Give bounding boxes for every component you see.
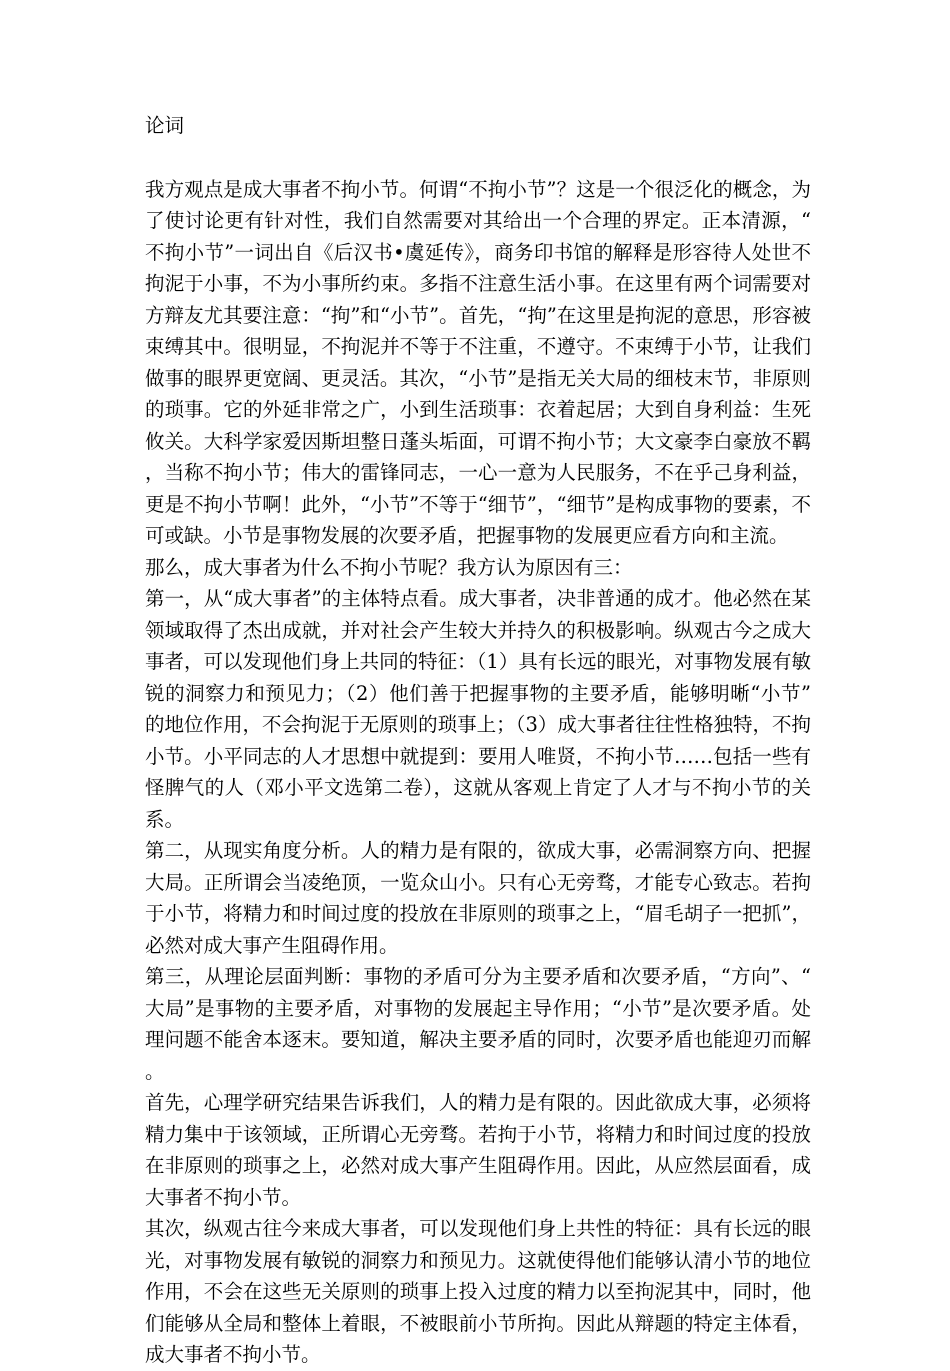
paragraph-reason-one: 第一，从“成大事者”的主体特点看。成大事者，决非普通的成才。他必然在某领域取得了杰出成就，并对社会产生较大并持久的积极影响。纵观古今之成大事者，可以发现他们身上共同的特征：（1）具有长远的眼光，对事物发展有敏锐的洞察力和预见力；（2）他们善于把握事物的主要矛盾，能够明晰“小节”的地位作用，不会拘泥于无原则的琐事上；（3）成大事者往往性格独特，不拘小节。小平同志的人才思想中就提到：要用人唯贤，不拘小节……包括一些有怪脾气的人（邓小平文选第二卷），这就从客观上肯定了人才与不拘小节的关系。 (145, 587, 811, 831)
document-title: 论词 (145, 114, 185, 137)
paragraph-reason-two: 第二，从现实角度分析。人的精力是有限的，欲成大事，必需洞察方向、把握大局。正所谓会当凌绝顶，一览众山小。只有心无旁骛，才能专心致志。若拘于小节，将精力和时间过度的投放在非原则的琐事之上，“眉毛胡子一把抓”，必然对成大事产生阻碍作用。 (145, 839, 811, 957)
paragraph-second-point: 其次，纵观古往今来成大事者，可以发现他们身上共性的特征：具有长远的眼光，对事物发展有敏锐的洞察力和预见力。这就使得他们能够认清小节的地位作用，不会在这些无关原则的琐事上投入过度的精力以至拘泥其中，同时，他们能够从全局和整体上着眼，不被眼前小节所拘。因此从辩题的特定主体看，成大事者不拘小节。 (145, 1217, 811, 1366)
paragraph-reasons-intro: 那么，成大事者为什么不拘小节呢？我方认为原因有三： (145, 555, 633, 579)
paragraph-reason-three: 第三，从理论层面判断：事物的矛盾可分为主要矛盾和次要矛盾，“方向”、“大局”是事物的主要矛盾，对事物的发展起主导作用；“小节”是次要矛盾。处理问题不能舍本逐末。要知道，解决主要矛盾的同时，次要矛盾也能迎刃而解。 (145, 965, 811, 1083)
document-body (145, 110, 811, 1371)
paragraph-definition: 我方观点是成大事者不拘小节。何谓“不拘小节”？这是一个很泛化的概念，为了使讨论更有针对性，我们自然需要对其给出一个合理的界定。正本清源，“不拘小节”一词出自《后汉书•虞延传》，商务印书馆的解释是形容待人处世不拘泥于小事，不为小事所约束。多指不注意生活小事。在这里有两个词需要对方辩友尤其要注意：“拘”和“小节”。首先，“拘”在这里是拘泥的意思，形容被束缚其中。很明显，不拘泥并不等于不注重，不遵守。不束缚于小节，让我们做事的眼界更宽阔、更灵活。其次，“小节”是指无关大局的细枝末节，非原则的琐事。它的外延非常之广，小到生活琐事：衣着起居；大到自身利益：生死攸关。大科学家爱因斯坦整日蓬头垢面，可谓不拘小节；大文豪李白豪放不羁，当称不拘小节；伟大的雷锋同志，一心一意为人民服务，不在乎己身利益，更是不拘小节啊！此外，“小节”不等于“细节”，“细节”是构成事物的要素，不可或缺。小节是事物发展的次要矛盾，把握事物的发展更应看方向和主流。 (145, 177, 811, 547)
paragraph-first-point: 首先，心理学研究结果告诉我们，人的精力是有限的。因此欲成大事，必须将精力集中于该领域，正所谓心无旁骛。若拘于小节，将精力和时间过度的投放在非原则的琐事之上，必然对成大事产生阻碍作用。因此，从应然层面看，成大事者不拘小节。 (145, 1091, 811, 1209)
